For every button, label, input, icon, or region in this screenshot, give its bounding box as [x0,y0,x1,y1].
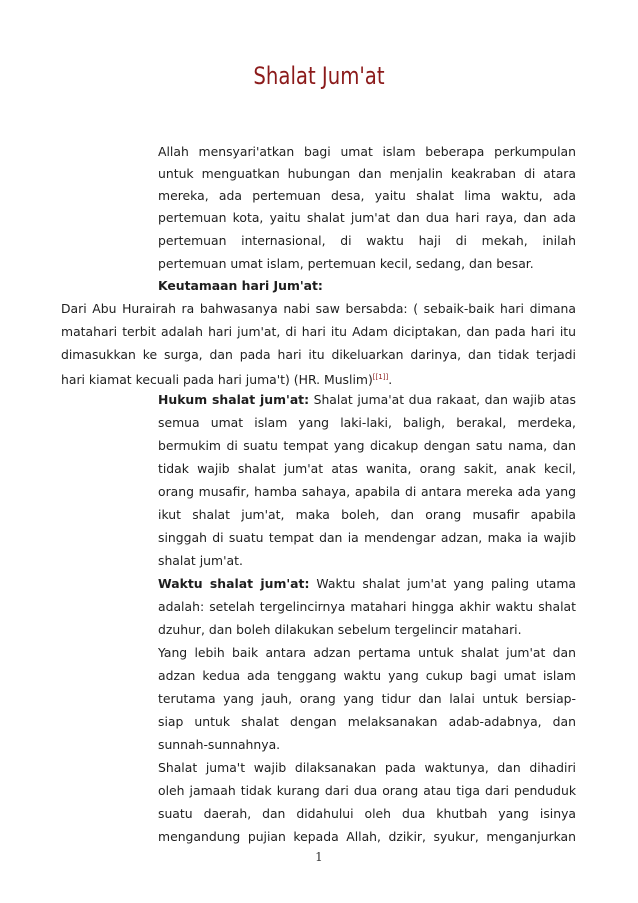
wajib-line: Shalat juma't wajib dilaksanakan pada waktunya, dan dihadiri [158,760,576,775]
hukum-first-line [158,392,576,408]
page-number: 1 [315,850,323,864]
intro-line: untuk menguatkan hubungan dan menjalin keakraban di atara [158,166,576,181]
waktu-line: adalah: setelah tergelincirnya matahari hingga akhir waktu shalat [158,599,576,614]
lebih-baik-line: Yang lebih baik antara adzan pertama untuk shalat jum'at dan [158,645,576,660]
lebih-baik-line: terutama yang jauh, orang yang tidur dan lalai untuk bersiap- [158,691,576,706]
hadith-last-line [61,369,576,388]
hukum-line: orang musafir, hamba sahaya, apabila di antara mereka ada yang [158,484,576,499]
waktu-heading: Waktu shalat jum'at: [158,576,310,591]
lebih-baik-last-line: sunnah-sunnahnya. [158,737,281,752]
hadith-line: matahari terbit adalah hari jum'at, di hari itu Adam diciptakan, dan pada hari itu [61,324,576,339]
hukum-heading: Hukum shalat jum'at: [158,392,310,407]
hukum-line: ikut shalat jum'at, maka boleh, dan orang musafir apabila [158,507,576,522]
intro-line: pertemuan umat islam, pertemuan kecil, sedang, dan besar. [158,256,534,271]
keutamaan-heading: Keutamaan hari Jum'at: [158,278,323,293]
wajib-line: mengandung pujian kepada Allah, dzikir, syukur, menganjurkan [158,829,576,844]
lebih-baik-line: siap untuk shalat dengan melaksanakan adab-adabnya, dan [158,714,576,729]
hukum-first-rest: Shalat juma'at dua rakaat, dan wajib atas [309,392,576,407]
intro-line: mereka, ada pertemuan desa, yaitu shalat lima waktu, ada [158,188,576,203]
hukum-line: semua umat islam yang laki-laki, baligh, berakal, merdeka, [158,415,576,430]
wajib-line: suatu daerah, dan didahului oleh dua khutbah yang isinya [158,806,576,821]
intro-line: Allah mensyari'atkan bagi umat islam beberapa perkumpulan [158,144,576,159]
waktu-last-line: dzuhur, dan boleh dilakukan sebelum tergelincir matahari. [158,622,522,637]
hukum-line: bermukim di suatu tempat yang dicakup dengan satu nama, dan [158,438,576,453]
hadith-line: dimasukkan ke surga, dan pada hari itu dikeluarkan darinya, dan tidak terjadi [61,347,576,362]
hadith-end-punct: . [388,372,393,388]
waktu-first-rest: Waktu shalat jum'at yang paling utama [309,576,576,591]
hadith-line: Dari Abu Hurairah ra bahwasanya nabi saw bersabda: ( sebaik-baik hari dimana [61,301,576,316]
intro-line: pertemuan internasional, di waktu haji di mekah, inilah [158,233,576,248]
footnote-reference[interactable]: [[1]] [372,373,389,381]
lebih-baik-line: adzan kedua ada tenggang waktu yang cukup bagi umat islam [158,668,576,683]
wajib-line: oleh jamaah tidak kurang dari dua orang atau tiga dari penduduk [158,783,576,798]
document-title: Shalat Jum'at [253,62,385,90]
waktu-first-line [158,576,576,592]
hadith-last-text: hari kiamat kecuali pada hari juma't) (HR. Muslim) [61,372,373,388]
intro-line: pertemuan kota, yaitu shalat jum'at dan dua hari raya, dan ada [158,210,576,225]
hukum-line: tidak wajib shalat jum'at atas wanita, orang sakit, anak kecil, [158,461,576,476]
hukum-last-line: shalat jum'at. [158,553,243,568]
hukum-line: singgah di suatu tempat dan ia mendengar adzan, maka ia wajib [158,530,576,545]
